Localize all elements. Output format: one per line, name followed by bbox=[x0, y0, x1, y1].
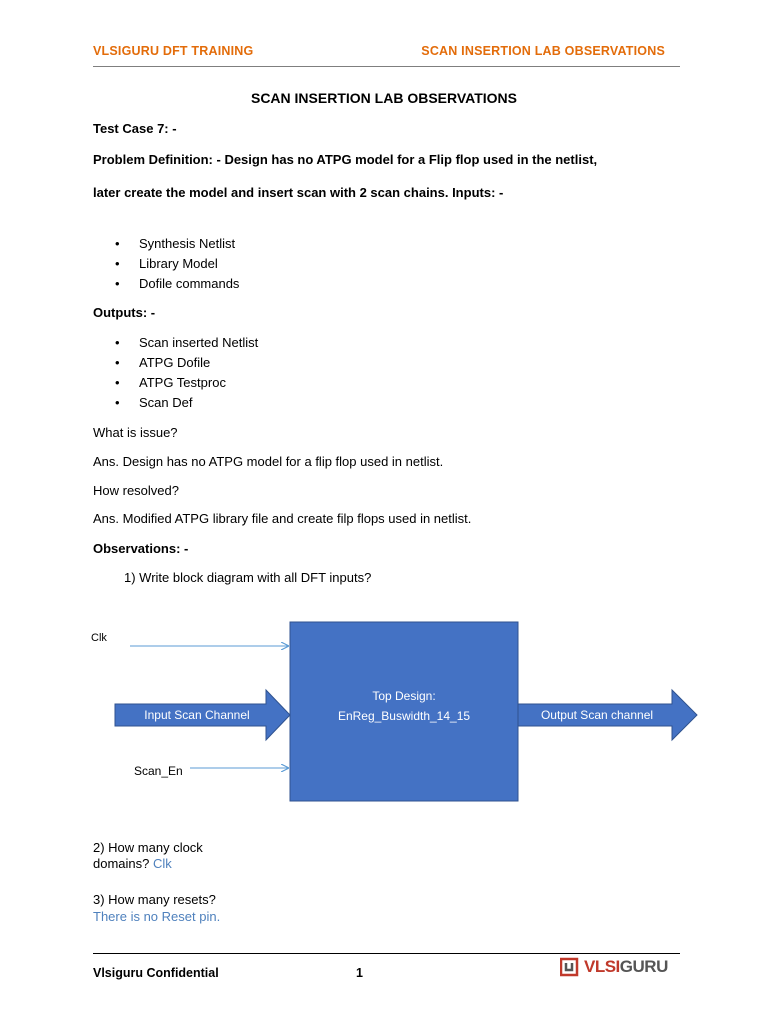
header-right-title: SCAN INSERTION LAB OBSERVATIONS bbox=[421, 44, 665, 58]
list-item: • Library Model bbox=[93, 254, 239, 274]
resolved-question: How resolved? bbox=[93, 483, 179, 498]
observations-heading: Observations: - bbox=[93, 541, 189, 556]
scan-en-label: Scan_En bbox=[134, 764, 183, 778]
logo-text-guru: GURU bbox=[619, 957, 668, 976]
input-scan-channel-label: Input Scan Channel bbox=[144, 708, 250, 722]
issue-answer: Ans. Design has no ATPG model for a flip flop used in netlist. bbox=[93, 454, 444, 469]
inputs-list bbox=[93, 234, 239, 294]
logo-mark-icon bbox=[560, 957, 580, 977]
top-design-label-line2: EnReg_Buswidth_14_15 bbox=[337, 709, 471, 723]
question-2-line1: 2) How many clock bbox=[93, 840, 203, 855]
list-item: • Scan Def bbox=[93, 393, 258, 413]
clk-label: Clk bbox=[91, 632, 107, 644]
list-item: • Scan inserted Netlist bbox=[93, 333, 258, 353]
problem-definition-line2: later create the model and insert scan with 2 scan chains. Inputs: - bbox=[93, 185, 504, 200]
question-1: 1) Write block diagram with all DFT inputs? bbox=[124, 570, 372, 585]
block-diagram bbox=[0, 600, 768, 840]
question-3-answer: There is no Reset pin. bbox=[93, 909, 221, 924]
question-2-prefix: domains? bbox=[93, 856, 153, 871]
list-item: • ATPG Dofile bbox=[93, 353, 258, 373]
header-left-title: VLSIGURU DFT TRAINING bbox=[93, 44, 254, 58]
list-item: • ATPG Testproc bbox=[93, 373, 258, 393]
logo-text bbox=[584, 957, 668, 977]
outputs-heading: Outputs: - bbox=[93, 305, 156, 320]
logo-text-vlsi: VLSI bbox=[584, 957, 620, 976]
outputs-list bbox=[93, 333, 258, 413]
question-2-answer: Clk bbox=[152, 856, 172, 871]
problem-definition-line1: Problem Definition: - Design has no ATPG model for a Flip flop used in the netlist, bbox=[93, 152, 598, 167]
test-case-heading: Test Case 7: - bbox=[93, 121, 177, 136]
footer-confidential: Vlsiguru Confidential bbox=[93, 966, 219, 980]
question-2-line2 bbox=[93, 856, 172, 871]
question-3: 3) How many resets? bbox=[93, 892, 216, 907]
page-title: SCAN INSERTION LAB OBSERVATIONS bbox=[250, 90, 518, 106]
output-scan-channel-label: Output Scan channel bbox=[540, 708, 654, 722]
header-divider bbox=[93, 66, 680, 67]
issue-question: What is issue? bbox=[93, 425, 178, 440]
resolved-answer: Ans. Modified ATPG library file and create filp flops used in netlist. bbox=[93, 511, 472, 526]
page-number: 1 bbox=[356, 966, 363, 980]
list-item: • Synthesis Netlist bbox=[93, 234, 239, 254]
top-design-label-line1: Top Design: bbox=[372, 689, 436, 703]
list-item: • Dofile commands bbox=[93, 274, 239, 294]
footer-divider bbox=[93, 953, 680, 954]
vlsiguru-logo bbox=[560, 956, 680, 978]
